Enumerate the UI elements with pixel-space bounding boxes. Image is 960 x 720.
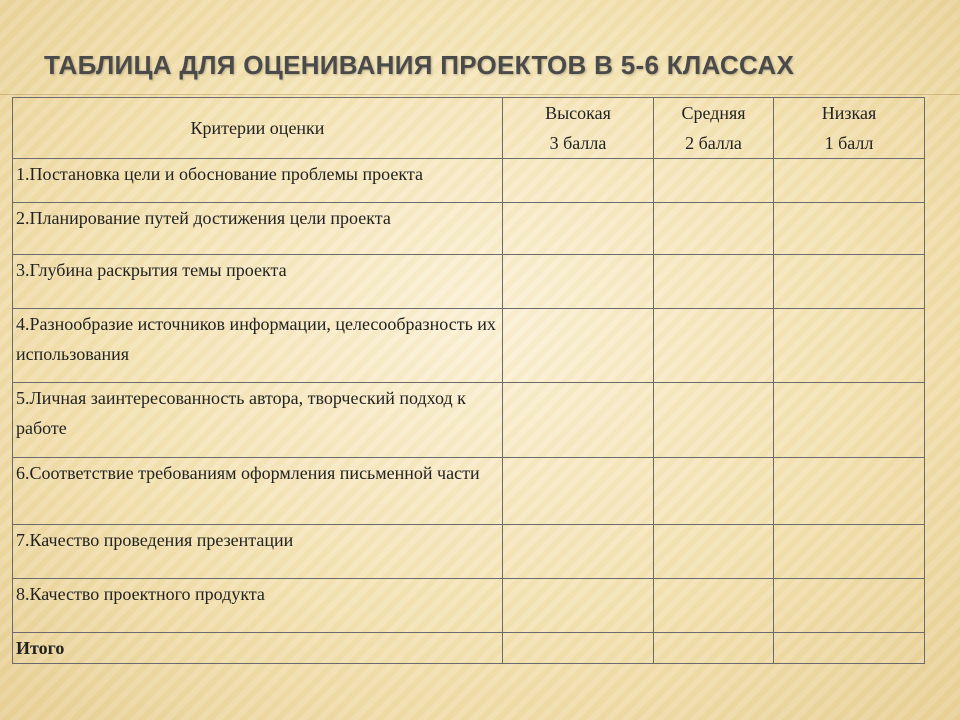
total-high-cell[interactable] [503, 633, 654, 664]
criterion-cell: 7.Качество проведения презентации [13, 525, 503, 579]
score-low-cell[interactable] [774, 309, 925, 383]
score-high-cell[interactable] [503, 525, 654, 579]
score-medium-cell[interactable] [654, 255, 774, 309]
score-high-cell[interactable] [503, 579, 654, 633]
score-high-cell[interactable] [503, 458, 654, 525]
criterion-cell: 2.Планирование путей достижения цели проекта [13, 203, 503, 255]
score-high-cell[interactable] [503, 203, 654, 255]
score-medium-cell[interactable] [654, 525, 774, 579]
score-low-cell[interactable] [774, 255, 925, 309]
score-medium-cell[interactable] [654, 203, 774, 255]
table-row [13, 458, 925, 525]
criterion-cell: 8.Качество проектного продукта [13, 579, 503, 633]
score-medium-cell[interactable] [654, 309, 774, 383]
header-criteria: Критерии оценки [13, 98, 503, 159]
criterion-cell: 3.Глубина раскрытия темы проекта [13, 255, 503, 309]
score-medium-cell[interactable] [654, 579, 774, 633]
slide-title: ТАБЛИЦА ДЛЯ ОЦЕНИВАНИЯ ПРОЕКТОВ В 5-6 КЛАССАХ [44, 50, 795, 80]
header-high: Высокая 3 балла [503, 98, 654, 159]
evaluation-table [12, 97, 925, 664]
score-low-cell[interactable] [774, 203, 925, 255]
header-low: Низкая 1 балл [774, 98, 925, 159]
score-medium-cell[interactable] [654, 159, 774, 203]
score-low-cell[interactable] [774, 159, 925, 203]
score-low-cell[interactable] [774, 458, 925, 525]
table-row [13, 309, 925, 383]
score-low-cell[interactable] [774, 383, 925, 458]
header-medium: Средняя 2 балла [654, 98, 774, 159]
score-medium-cell[interactable] [654, 458, 774, 525]
total-low-cell[interactable] [774, 633, 925, 664]
total-label: Итого [13, 633, 503, 664]
total-row [13, 633, 925, 664]
score-low-cell[interactable] [774, 579, 925, 633]
table-row [13, 579, 925, 633]
table-row [13, 383, 925, 458]
criterion-cell: 1.Постановка цели и обоснование проблемы проекта [13, 159, 503, 203]
score-high-cell[interactable] [503, 383, 654, 458]
score-high-cell[interactable] [503, 255, 654, 309]
score-medium-cell[interactable] [654, 383, 774, 458]
title-divider [0, 94, 960, 95]
criterion-cell: 4.Разнообразие источников информации, целесообразность их использования [13, 309, 503, 383]
criterion-cell: 5.Личная заинтересованность автора, творческий подход к работе [13, 383, 503, 458]
score-high-cell[interactable] [503, 159, 654, 203]
table-row [13, 255, 925, 309]
criterion-cell: 6.Соответствие требованиям оформления письменной части [13, 458, 503, 525]
score-high-cell[interactable] [503, 309, 654, 383]
header-row [13, 98, 925, 159]
score-low-cell[interactable] [774, 525, 925, 579]
total-medium-cell[interactable] [654, 633, 774, 664]
table-row [13, 159, 925, 203]
table-row [13, 203, 925, 255]
table-row [13, 525, 925, 579]
